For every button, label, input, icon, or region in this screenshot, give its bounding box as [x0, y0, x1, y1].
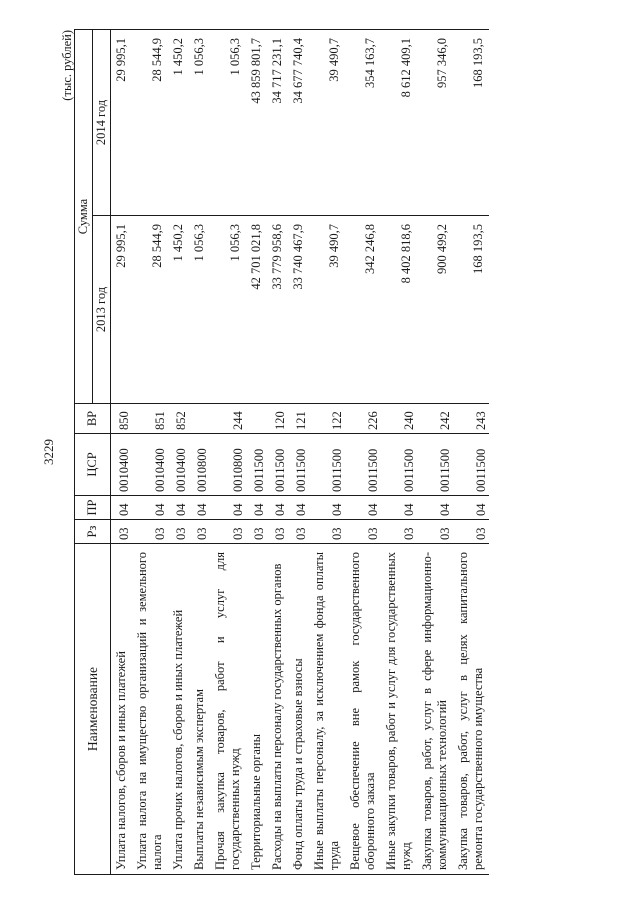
row-csr: 0011500 — [288, 434, 309, 496]
row-vr: 851 — [132, 404, 168, 434]
row-rz: 03 — [417, 520, 453, 544]
row-csr: 0010400 — [111, 434, 133, 496]
row-rz: 03 — [210, 520, 246, 544]
row-name: Территориальные органы — [246, 544, 267, 875]
row-pr: 04 — [168, 496, 189, 520]
row-pr: 04 — [381, 496, 417, 520]
row-csr: 0011500 — [381, 434, 417, 496]
row-2013: 1 056,3 — [210, 216, 246, 404]
row-csr: 0011500 — [453, 434, 489, 496]
row-2014: 34 717 231,1 — [267, 30, 288, 216]
row-rz: 03 — [132, 520, 168, 544]
row-2013: 39 490,7 — [309, 216, 345, 404]
row-pr: 04 — [345, 496, 381, 520]
table-row — [345, 30, 381, 875]
row-2013: 28 544,9 — [132, 216, 168, 404]
row-2014: 354 163,7 — [345, 30, 381, 216]
row-name: Расходы на выплаты персоналу государственных органов — [267, 544, 288, 875]
rotated-page-content — [60, 30, 640, 875]
row-2013: 8 402 818,6 — [381, 216, 417, 404]
table-row — [453, 30, 489, 875]
row-vr: 242 — [417, 404, 453, 434]
row-vr — [189, 404, 210, 434]
row-rz: 03 — [168, 520, 189, 544]
row-rz: 03 — [288, 520, 309, 544]
page-number: 3229 — [41, 439, 56, 465]
row-rz: 03 — [453, 520, 489, 544]
row-name: Фонд оплаты труда и страховые взносы — [288, 544, 309, 875]
row-csr: 0010800 — [189, 434, 210, 496]
row-rz: 03 — [381, 520, 417, 544]
row-name: Уплата налога на имущество организаций и земельного налога — [132, 544, 168, 875]
header-row — [75, 30, 93, 875]
row-2013: 168 193,5 — [453, 216, 489, 404]
row-rz: 03 — [345, 520, 381, 544]
row-2013: 1 056,3 — [189, 216, 210, 404]
row-2014: 1 056,3 — [189, 30, 210, 216]
row-2014: 39 490,7 — [309, 30, 345, 216]
row-2014: 28 544,9 — [132, 30, 168, 216]
row-vr: 850 — [111, 404, 133, 434]
row-vr: 120 — [267, 404, 288, 434]
budget-table — [74, 29, 489, 875]
header-sum: Сумма — [75, 30, 93, 404]
row-pr: 04 — [417, 496, 453, 520]
header-vr: ВР — [75, 404, 111, 434]
row-csr: 0011500 — [246, 434, 267, 496]
row-name: Уплата прочих налогов, сборов и иных платежей — [168, 544, 189, 875]
row-vr: 121 — [288, 404, 309, 434]
row-pr: 04 — [267, 496, 288, 520]
header-rz: Рз — [75, 520, 111, 544]
row-vr: 852 — [168, 404, 189, 434]
table-row — [288, 30, 309, 875]
row-name: Уплата налогов, сборов и иных платежей — [111, 544, 133, 875]
row-pr: 04 — [309, 496, 345, 520]
row-pr: 04 — [132, 496, 168, 520]
table-row — [132, 30, 168, 875]
row-pr: 04 — [210, 496, 246, 520]
row-rz: 03 — [189, 520, 210, 544]
row-pr: 04 — [453, 496, 489, 520]
table-row — [417, 30, 453, 875]
row-name: Иные закупки товаров, работ и услуг для государственных нужд — [381, 544, 417, 875]
row-vr — [246, 404, 267, 434]
row-2013: 342 246,8 — [345, 216, 381, 404]
row-csr: 0011500 — [309, 434, 345, 496]
table-row — [210, 30, 246, 875]
row-vr: 226 — [345, 404, 381, 434]
table-body — [111, 30, 490, 875]
table-row — [267, 30, 288, 875]
row-2013: 900 499,2 — [417, 216, 453, 404]
row-name: Закупка товаров, работ, услуг в целях капитального ремонта государственного имущества — [453, 544, 489, 875]
table-row — [111, 30, 133, 875]
table-row — [168, 30, 189, 875]
row-rz: 03 — [111, 520, 133, 544]
row-rz: 03 — [267, 520, 288, 544]
table-row — [381, 30, 417, 875]
row-vr: 122 — [309, 404, 345, 434]
row-name: Иные выплаты персоналу, за исключением фонда оплаты труда — [309, 544, 345, 875]
row-name: Вещевое обеспечение вне рамок государственного оборонного заказа — [345, 544, 381, 875]
header-2013: 2013 год — [93, 216, 111, 404]
header-name: Наименование — [75, 544, 111, 875]
row-2014: 29 995,1 — [111, 30, 133, 216]
row-csr: 0010400 — [168, 434, 189, 496]
header-csr: ЦСР — [75, 434, 111, 496]
header-2014: 2014 год — [93, 30, 111, 216]
row-2014: 1 056,3 — [210, 30, 246, 216]
row-pr: 04 — [246, 496, 267, 520]
row-2013: 33 779 958,6 — [267, 216, 288, 404]
row-vr: 240 — [381, 404, 417, 434]
row-csr: 0010400 — [132, 434, 168, 496]
row-pr: 04 — [288, 496, 309, 520]
row-csr: 0011500 — [345, 434, 381, 496]
row-2014: 168 193,5 — [453, 30, 489, 216]
row-2014: 34 677 740,4 — [288, 30, 309, 216]
row-rz: 03 — [309, 520, 345, 544]
row-rz: 03 — [246, 520, 267, 544]
units-label: (тыс. рублей) — [60, 30, 74, 101]
row-2014: 43 859 801,7 — [246, 30, 267, 216]
row-2013: 33 740 467,9 — [288, 216, 309, 404]
row-2013: 42 701 021,8 — [246, 216, 267, 404]
row-csr: 0010800 — [210, 434, 246, 496]
header-pr: ПР — [75, 496, 111, 520]
row-vr: 244 — [210, 404, 246, 434]
row-name: Закупка товаров, работ, услуг в сфере информационно-коммуникационных технологий — [417, 544, 453, 875]
row-2014: 8 612 409,1 — [381, 30, 417, 216]
table-row — [246, 30, 267, 875]
row-2014: 1 450,2 — [168, 30, 189, 216]
table-row — [189, 30, 210, 875]
row-name: Прочая закупка товаров, работ и услуг для государственных нужд — [210, 544, 246, 875]
row-2014: 957 346,0 — [417, 30, 453, 216]
row-name: Выплаты независимым экспертам — [189, 544, 210, 875]
row-vr: 243 — [453, 404, 489, 434]
row-2013: 1 450,2 — [168, 216, 189, 404]
table-row — [309, 30, 345, 875]
row-pr: 04 — [111, 496, 133, 520]
row-csr: 0011500 — [417, 434, 453, 496]
row-csr: 0011500 — [267, 434, 288, 496]
row-pr: 04 — [189, 496, 210, 520]
row-2013: 29 995,1 — [111, 216, 133, 404]
